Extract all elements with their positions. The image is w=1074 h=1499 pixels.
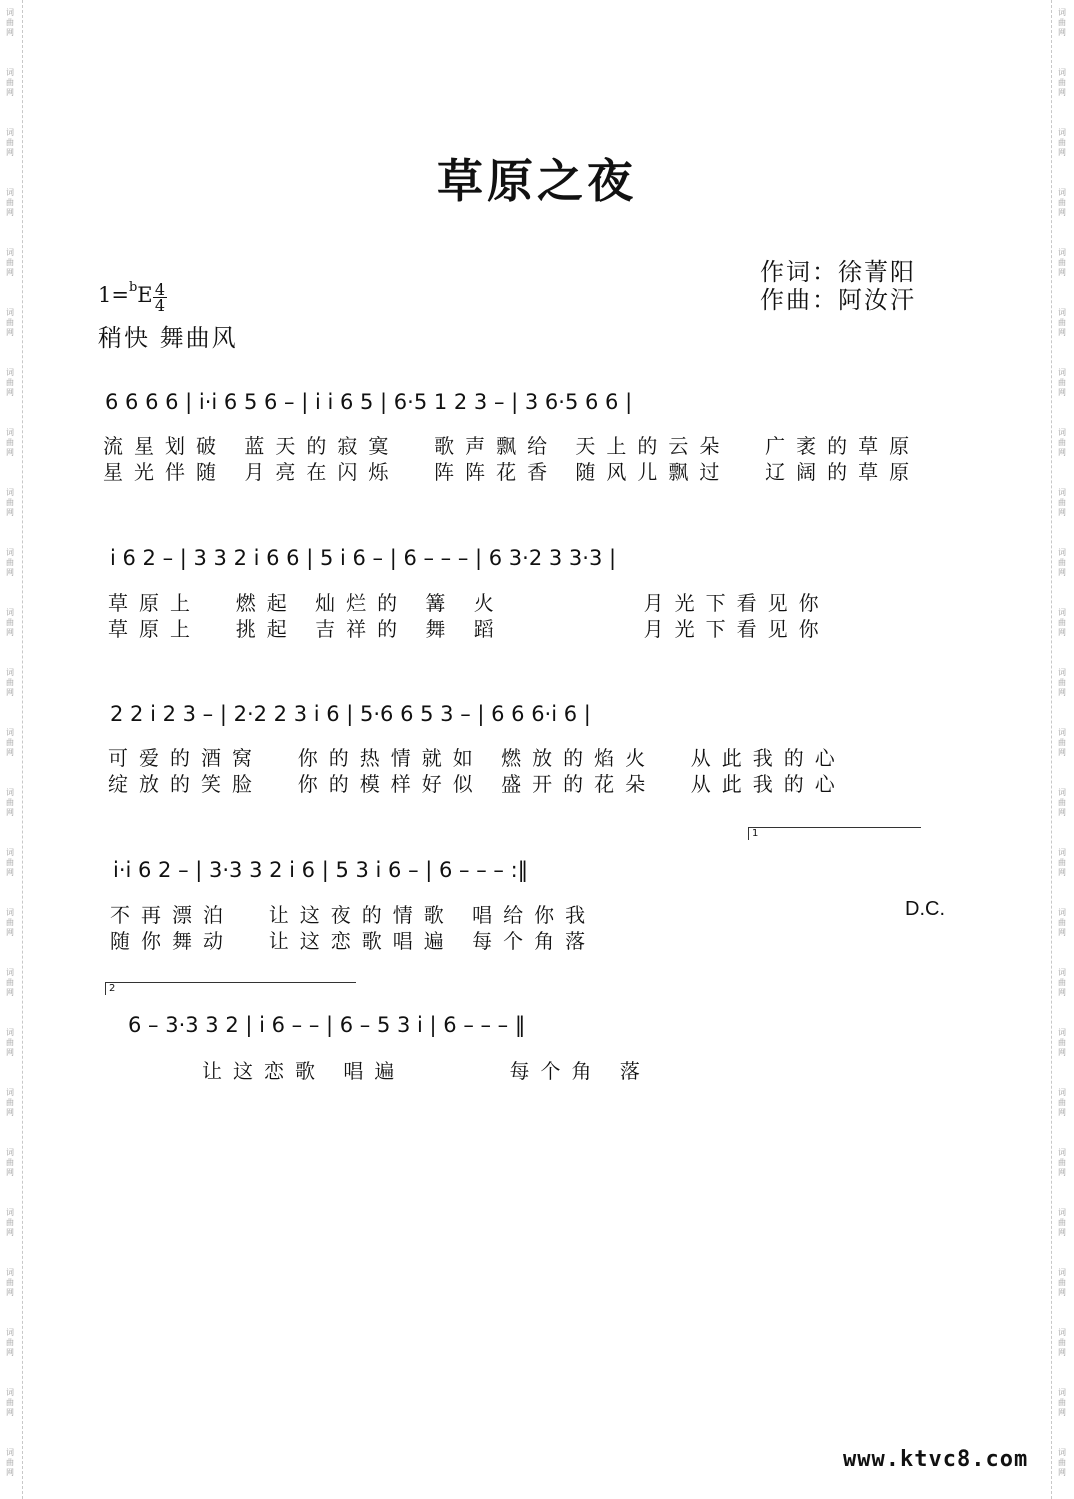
song-title: 草原之夜 bbox=[437, 154, 637, 208]
tempo-marking: 稍快 舞曲风 bbox=[98, 324, 238, 352]
watermark-glyph: 词曲网 bbox=[1058, 668, 1066, 697]
notation-line-5: 6 – 3·3 3 2 | i 6 – – | 6 – 5 3 i | 6 – – – ‖ bbox=[128, 1013, 526, 1037]
lyrics-line-4a: 不再漂泊 让这夜的情歌 唱给你我 bbox=[110, 903, 597, 927]
watermark-glyph: 词曲网 bbox=[6, 1148, 14, 1177]
watermark-glyph: 词曲网 bbox=[6, 1028, 14, 1057]
watermark-glyph: 词曲网 bbox=[1058, 1088, 1066, 1117]
lyrics-line-3b: 绽放的笑脸 你的模样好似 盛开的花朵 从此我的心 bbox=[108, 772, 846, 796]
watermark-glyph: 词曲网 bbox=[6, 128, 14, 157]
watermark-glyph: 词曲网 bbox=[1058, 1148, 1066, 1177]
watermark-glyph: 词曲网 bbox=[6, 1088, 14, 1117]
watermark-glyph: 词曲网 bbox=[6, 788, 14, 817]
composer-credit: 作曲：阿汝汗 bbox=[760, 286, 916, 314]
watermark-glyph: 词曲网 bbox=[1058, 848, 1066, 877]
lyrics-line-2a: 草原上 燃起 灿烂的 篝 火 月光下看见你 bbox=[108, 591, 830, 615]
watermark-glyph: 词曲网 bbox=[6, 968, 14, 997]
watermark-glyph: 词曲网 bbox=[6, 368, 14, 397]
key-signature: 1=$^b$E bbox=[98, 280, 153, 307]
website-watermark: www.ktvc8.com bbox=[843, 1447, 1029, 1472]
watermark-glyph: 词曲网 bbox=[6, 1448, 14, 1477]
watermark-glyph: 词曲网 bbox=[6, 428, 14, 457]
lyrics-line-4b: 随你舞动 让这恋歌唱遍 每个角落 bbox=[110, 929, 597, 953]
watermark-glyph: 词曲网 bbox=[1058, 548, 1066, 577]
watermark-glyph: 词曲网 bbox=[6, 608, 14, 637]
watermark-glyph: 词曲网 bbox=[6, 848, 14, 877]
watermark-glyph: 词曲网 bbox=[1058, 1388, 1066, 1417]
watermark-glyph: 词曲网 bbox=[6, 8, 14, 37]
watermark-glyph: 词曲网 bbox=[1058, 908, 1066, 937]
lyrics-line-1b: 星光伴随 月亮在闪烁 阵阵花香 随风儿飘过 辽阔的草原 bbox=[103, 460, 921, 484]
watermark-glyph: 词曲网 bbox=[6, 1268, 14, 1297]
watermark-glyph: 词曲网 bbox=[6, 1328, 14, 1357]
watermark-glyph: 词曲网 bbox=[1058, 8, 1066, 37]
notation-line-1: 6 6 6 6 | i·i 6 5 6 – | i i 6 5 | 6·5 1 2 3 – | 3 6·5 6 6 | bbox=[105, 390, 633, 414]
watermark-glyph: 词曲网 bbox=[1058, 368, 1066, 397]
watermark-glyph: 词曲网 bbox=[1058, 68, 1066, 97]
left-watermark-strip bbox=[0, 0, 23, 1499]
notation-line-2: i 6 2 – | 3 3 2 i 6 6 | 5 i 6 – | 6 – – – | 6 3·2 3 3·3 | bbox=[110, 546, 617, 570]
watermark-glyph: 词曲网 bbox=[1058, 1328, 1066, 1357]
first-ending-bracket: 1 bbox=[748, 827, 921, 840]
watermark-glyph: 词曲网 bbox=[6, 188, 14, 217]
right-watermark-strip bbox=[1051, 0, 1074, 1499]
watermark-glyph: 词曲网 bbox=[6, 1388, 14, 1417]
watermark-glyph: 词曲网 bbox=[1058, 488, 1066, 517]
watermark-glyph: 词曲网 bbox=[6, 728, 14, 757]
watermark-glyph: 词曲网 bbox=[6, 488, 14, 517]
lyrics-line-3a: 可爱的酒窝 你的热情就如 燃放的焰火 从此我的心 bbox=[108, 746, 846, 770]
watermark-glyph: 词曲网 bbox=[1058, 968, 1066, 997]
watermark-glyph: 词曲网 bbox=[1058, 428, 1066, 457]
notation-line-3: 2 2 i 2 3 – | 2·2 2 3 i 6 | 5·6 6 5 3 – | 6 6 6·i 6 | bbox=[110, 702, 591, 726]
watermark-glyph: 词曲网 bbox=[1058, 608, 1066, 637]
time-signature: 4 4 bbox=[154, 280, 166, 315]
lyrics-line-5: 让这恋歌 唱遍 每个角 落 bbox=[202, 1059, 651, 1083]
watermark-glyph: 词曲网 bbox=[1058, 1448, 1066, 1477]
watermark-glyph: 词曲网 bbox=[1058, 1028, 1066, 1057]
watermark-glyph: 词曲网 bbox=[6, 68, 14, 97]
watermark-glyph: 词曲网 bbox=[6, 1208, 14, 1237]
watermark-glyph: 词曲网 bbox=[1058, 788, 1066, 817]
watermark-glyph: 词曲网 bbox=[1058, 128, 1066, 157]
watermark-glyph: 词曲网 bbox=[6, 248, 14, 277]
watermark-glyph: 词曲网 bbox=[6, 668, 14, 697]
second-ending-bracket: 2 bbox=[105, 982, 356, 995]
watermark-glyph: 词曲网 bbox=[1058, 308, 1066, 337]
watermark-glyph: 词曲网 bbox=[1058, 1268, 1066, 1297]
watermark-glyph: 词曲网 bbox=[6, 308, 14, 337]
dc-marking: D.C. bbox=[905, 898, 945, 920]
notation-line-4: i·i 6 2 – | 3·3 3 2 i 6 | 5 3 i 6 – | 6 – – – :‖ bbox=[113, 858, 529, 882]
watermark-glyph: 词曲网 bbox=[6, 908, 14, 937]
lyrics-line-2b: 草原上 挑起 吉祥的 舞 蹈 月光下看见你 bbox=[108, 617, 830, 641]
lyrics-line-1a: 流星划破 蓝天的寂寞 歌声飘给 天上的云朵 广袤的草原 bbox=[103, 434, 921, 458]
lyricist-credit: 作词：徐菁阳 bbox=[760, 258, 916, 286]
watermark-glyph: 词曲网 bbox=[6, 548, 14, 577]
watermark-glyph: 词曲网 bbox=[1058, 1208, 1066, 1237]
watermark-glyph: 词曲网 bbox=[1058, 728, 1066, 757]
watermark-glyph: 词曲网 bbox=[1058, 188, 1066, 217]
watermark-glyph: 词曲网 bbox=[1058, 248, 1066, 277]
